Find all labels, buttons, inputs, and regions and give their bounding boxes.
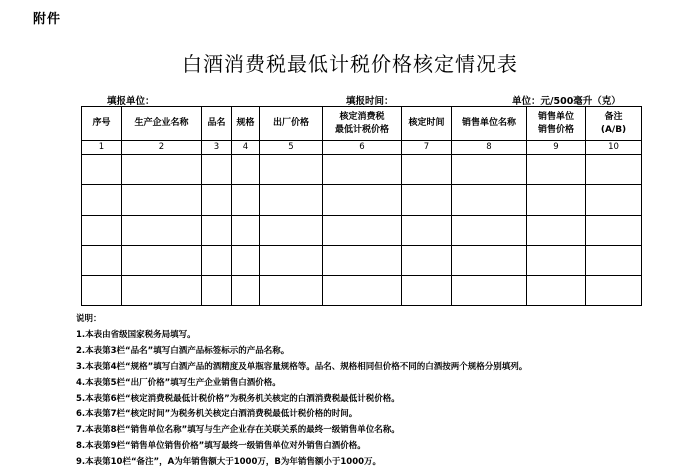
empty-cell — [586, 275, 642, 305]
column-number: 10 — [586, 141, 642, 155]
notes-section — [76, 312, 527, 471]
empty-cell — [323, 215, 402, 245]
column-number: 6 — [323, 141, 402, 155]
header-cell-approval-time: 核定时间 — [402, 107, 452, 141]
empty-cell — [323, 155, 402, 185]
column-number: 5 — [260, 141, 323, 155]
empty-cell — [260, 275, 323, 305]
annex-label: 附件 — [33, 12, 62, 27]
empty-cell — [402, 185, 452, 215]
column-number: 9 — [527, 141, 586, 155]
price-approval-table — [81, 106, 642, 306]
unit-of-measure: 单位：元/500毫升（克） — [512, 96, 621, 107]
header-cell-factory-price: 出厂价格 — [260, 107, 323, 141]
column-number-row — [82, 141, 642, 155]
note-item: 1.本表由省级国家税务局填写。 — [76, 329, 196, 340]
empty-cell — [452, 185, 527, 215]
header-cell-remarks: 备注 (A/B) — [586, 107, 642, 141]
header-cell-spec: 规格 — [232, 107, 260, 141]
empty-cell — [527, 185, 586, 215]
note-item: 7.本表第8栏“销售单位名称”填写与生产企业存在关联关系的最终一级销售单位名称。 — [76, 425, 400, 436]
empty-cell — [527, 155, 586, 185]
note-item: 6.本表第7栏“核定时间”为税务机关核定白酒消费税最低计税价格的时间。 — [76, 409, 358, 420]
empty-cell — [323, 275, 402, 305]
empty-cell — [260, 155, 323, 185]
empty-cell — [260, 245, 323, 275]
empty-cell — [232, 215, 260, 245]
empty-cell — [527, 245, 586, 275]
empty-cell — [202, 245, 232, 275]
table-row — [82, 245, 642, 275]
note-item: 9.本表第10栏“备注”，A为年销售额大于1000万，B为年销售额小于1000万。 — [76, 457, 382, 468]
table-row — [82, 185, 642, 215]
empty-cell — [402, 245, 452, 275]
table-row — [82, 215, 642, 245]
empty-cell — [586, 245, 642, 275]
empty-cell — [202, 215, 232, 245]
header-cell-seller-price: 销售单位 销售价格 — [527, 107, 586, 141]
empty-cell — [82, 185, 122, 215]
empty-cell — [527, 215, 586, 245]
empty-cell — [202, 155, 232, 185]
empty-cell — [82, 155, 122, 185]
column-number: 1 — [82, 141, 122, 155]
filing-time-label: 填报时间： — [346, 96, 394, 107]
empty-cell — [586, 185, 642, 215]
header-cell-product-name: 品名 — [202, 107, 232, 141]
column-number: 2 — [122, 141, 202, 155]
empty-cell — [402, 215, 452, 245]
empty-cell — [402, 275, 452, 305]
empty-cell — [452, 245, 527, 275]
empty-cell — [122, 155, 202, 185]
empty-cell — [527, 275, 586, 305]
empty-cell — [82, 245, 122, 275]
empty-cell — [122, 215, 202, 245]
column-number: 3 — [202, 141, 232, 155]
empty-cell — [122, 245, 202, 275]
empty-cell — [323, 245, 402, 275]
notes-heading: 说明： — [76, 314, 102, 324]
empty-cell — [82, 275, 122, 305]
empty-cell — [402, 155, 452, 185]
empty-cell — [82, 215, 122, 245]
empty-cell — [586, 215, 642, 245]
table-header-row — [82, 107, 642, 141]
header-cell-min-tax-price: 核定消费税 最低计税价格 — [323, 107, 402, 141]
empty-cell — [202, 185, 232, 215]
empty-cell — [452, 215, 527, 245]
empty-cell — [323, 185, 402, 215]
filing-unit-label: 填报单位： — [107, 96, 155, 107]
empty-cell — [586, 155, 642, 185]
column-number: 8 — [452, 141, 527, 155]
form-title: 白酒消费税最低计税价格核定情况表 — [182, 52, 518, 76]
header-cell-seller-name: 销售单位名称 — [452, 107, 527, 141]
empty-cell — [232, 185, 260, 215]
column-number: 7 — [402, 141, 452, 155]
empty-cell — [232, 275, 260, 305]
note-item: 2.本表第3栏“品名”填写白酒产品标签标示的产品名称。 — [76, 345, 290, 356]
empty-cell — [122, 275, 202, 305]
note-item: 4.本表第5栏“出厂价格”填写生产企业销售白酒价格。 — [76, 377, 281, 388]
empty-cell — [452, 155, 527, 185]
empty-cell — [260, 215, 323, 245]
note-item: 5.本表第6栏“核定消费税最低计税价格”为税务机关核定的白酒消费税最低计税价格。 — [76, 393, 400, 404]
table-row — [82, 275, 642, 305]
empty-cell — [122, 185, 202, 215]
note-item: 8.本表第9栏“销售单位销售价格”填写最终一级销售单位对外销售白酒价格。 — [76, 441, 366, 452]
column-number: 4 — [232, 141, 260, 155]
empty-cell — [260, 185, 323, 215]
empty-cell — [232, 245, 260, 275]
empty-cell — [202, 275, 232, 305]
table-row — [82, 155, 642, 185]
header-cell-producer: 生产企业名称 — [122, 107, 202, 141]
header-cell-seq: 序号 — [82, 107, 122, 141]
note-item: 3.本表第4栏“规格”填写白酒产品的酒精度及单瓶容量规格等。品名、规格相同但价格不同的白酒按两个规格分别填列。 — [76, 361, 528, 372]
empty-cell — [452, 275, 527, 305]
empty-cell — [232, 155, 260, 185]
